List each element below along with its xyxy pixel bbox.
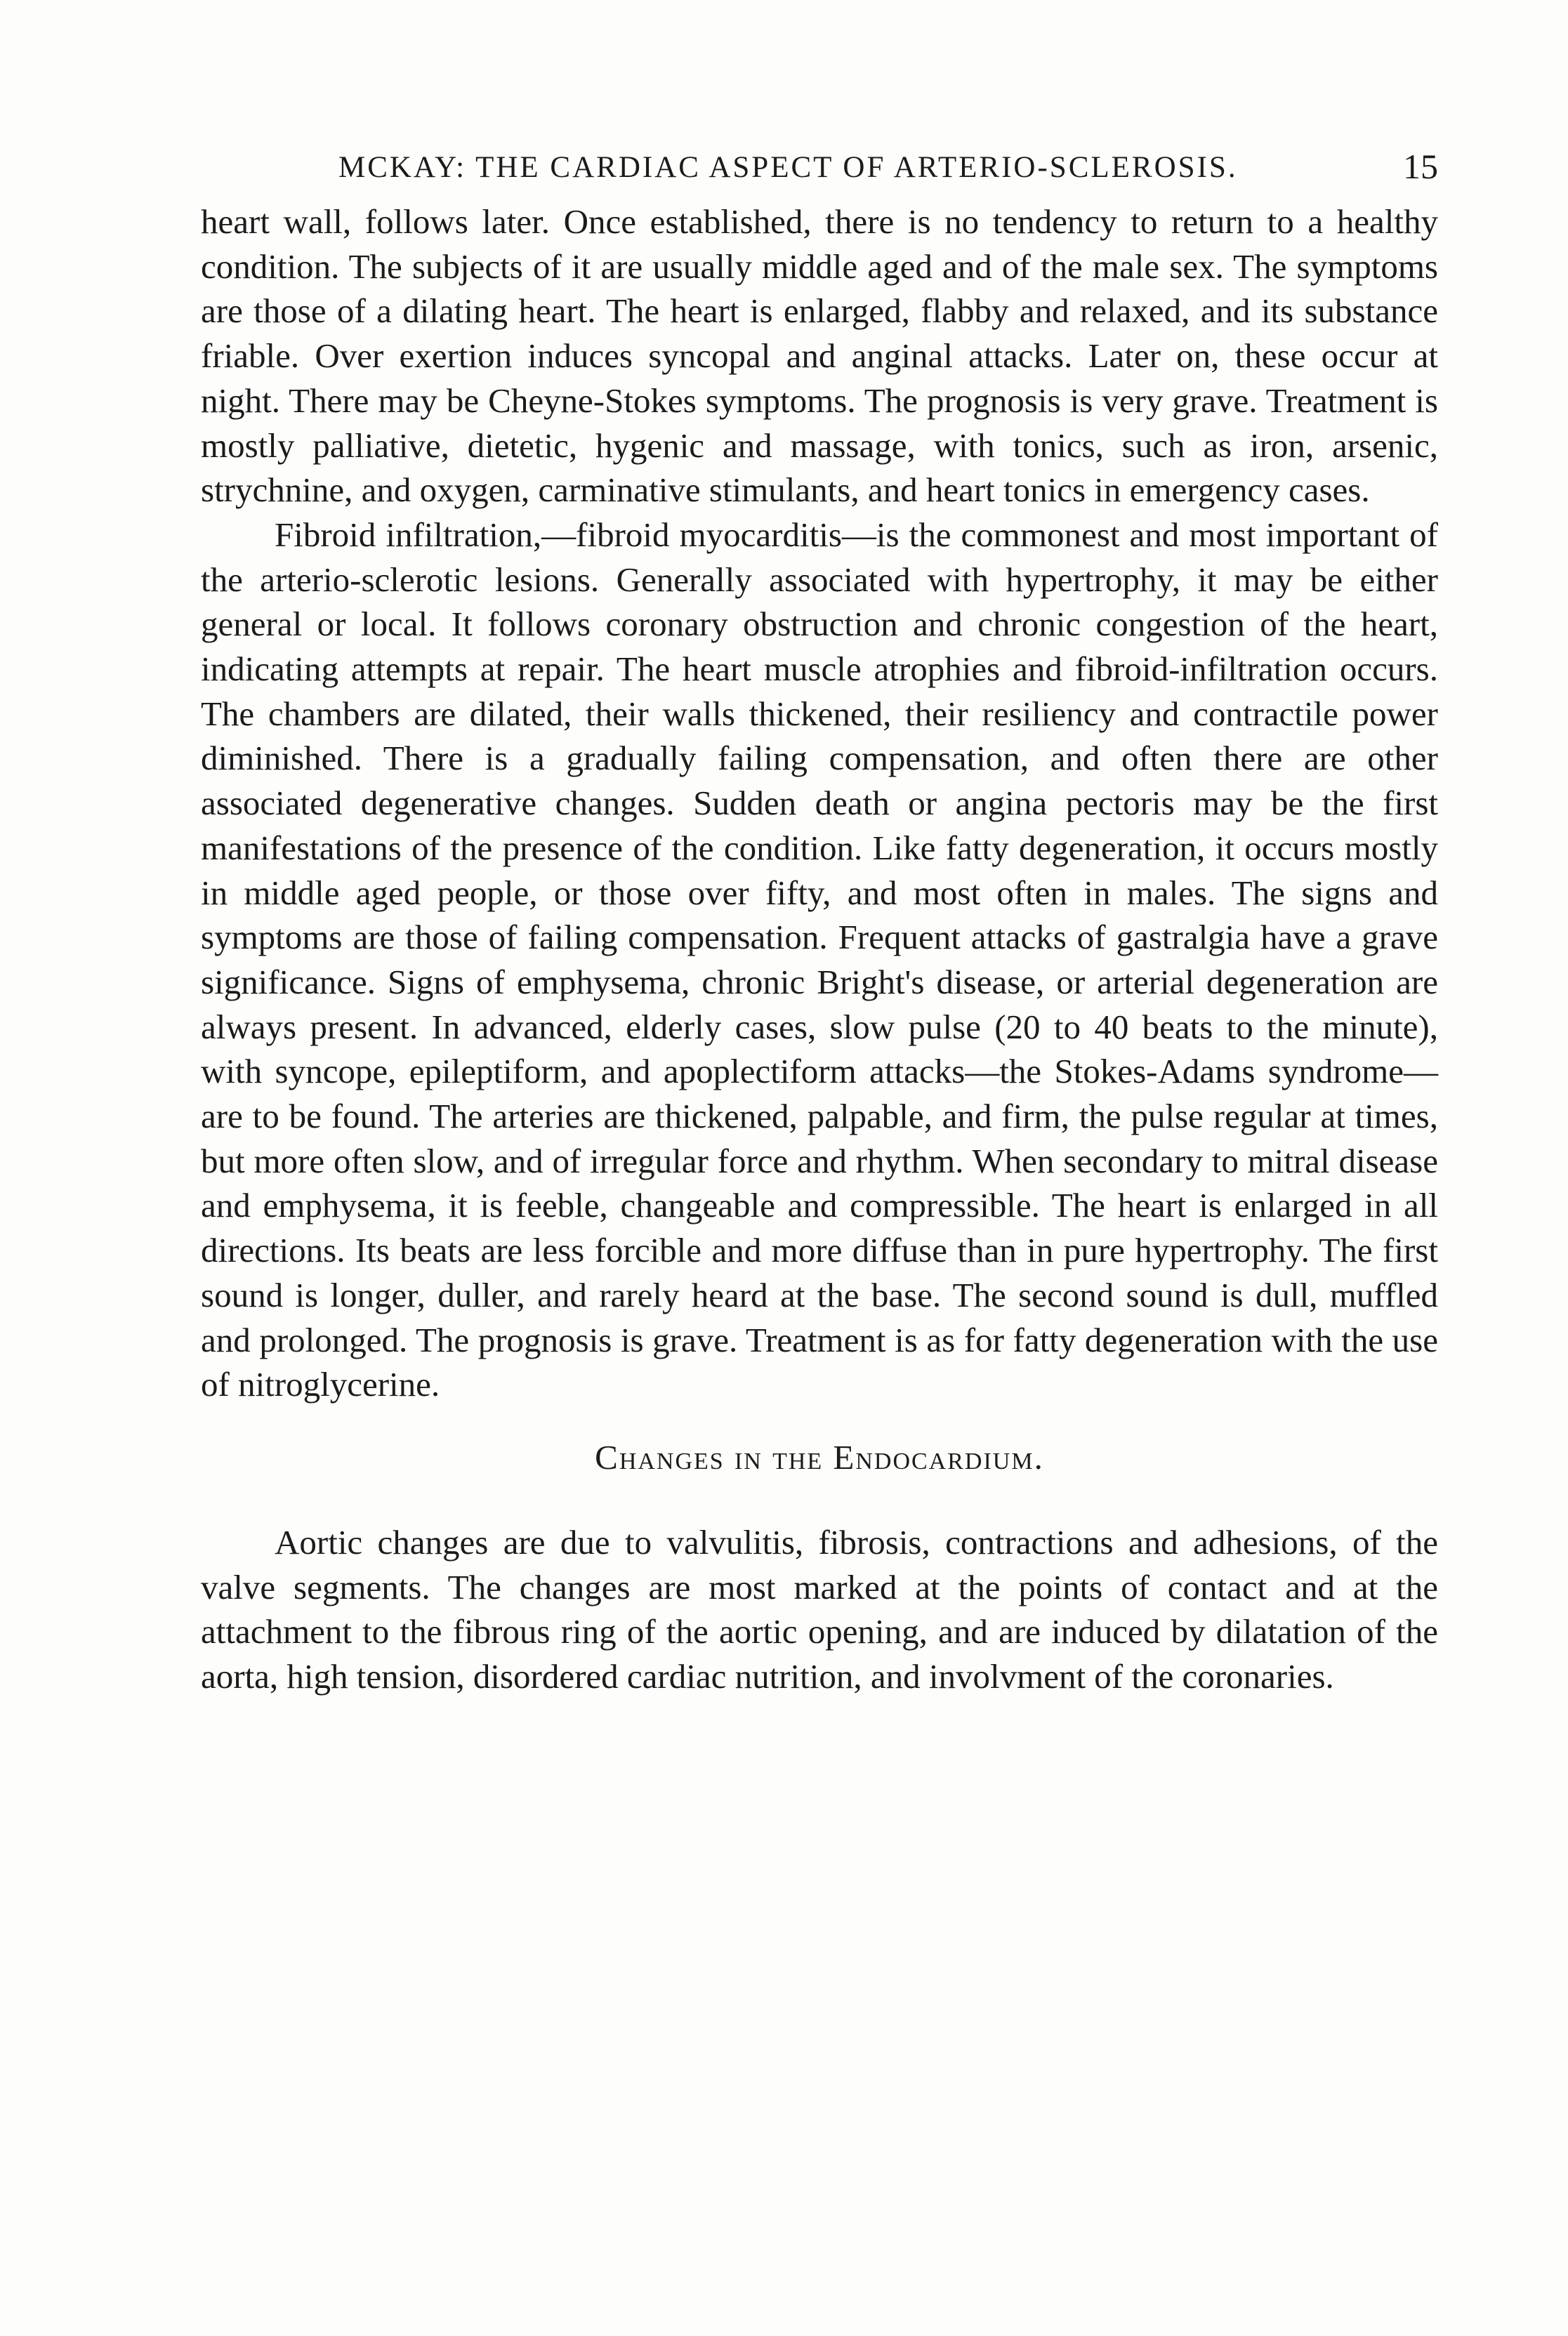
running-title: MCKAY: THE CARDIAC ASPECT OF ARTERIO-SCLEROSIS. (338, 151, 1238, 184)
book-page (201, 147, 1438, 1699)
body-paragraph-fibroid: Fibroid infiltration,—fibroid myocarditis—is the commonest and most important of the arterio-sclerotic lesions. Generally associated with hypertrophy, it may be either general or local. It follows coronary obstruction and chronic congestion of the heart, indicating attempts at repair. The heart muscle atrophies and fibroid-infiltration occurs. The chambers are dilated, their walls thickened, their resiliency and contractile power diminished. There is a gradually failing compensation, and often there are other associated degenerative changes. Sudden death or angina pectoris may be the first manifestations of the presence of the condition. Like fatty degeneration, it occurs mostly in middle aged people, or those over fifty, and most often in males. The signs and symptoms are those of failing compensation. Frequent attacks of gastralgia have a grave significance. Signs of emphysema, chronic Bright's disease, or arterial degeneration are always present. In advanced, elderly cases, slow pulse (20 to 40 beats to the minute), with syncope, epileptiform, and apoplectiform attacks—the Stokes-Adams syndrome—are to be found. The arteries are thickened, palpable, and firm, the pulse regular at times, but more often slow, and of irregular force and rhythm. When secondary to mitral disease and emphysema, it is feeble, changeable and compressible. The heart is enlarged in all directions. Its beats are less forcible and more diffuse than in pure hypertrophy. The first sound is longer, duller, and rarely heard at the base. The second sound is dull, muffled and prolonged. The prognosis is grave. Treatment is as for fatty degeneration with the use of nitroglycerine. (201, 515, 1438, 1404)
body-paragraph-aortic: Aortic changes are due to valvulitis, fibrosis, contractions and adhesions, of the valve segments. The changes are most marked at the points of contact and at the attachment to the fibrous ring of the aortic opening, and are induced by dilatation of the aorta, high tension, disordered cardiac nutrition, and involvment of the coronaries. (201, 1522, 1438, 1696)
page-number: 15 (1403, 147, 1438, 186)
section-heading: Changes in the Endocardium. (595, 1437, 1044, 1477)
running-head (201, 147, 1438, 199)
body-paragraph-continued: heart wall, follows later. Once established, there is no tendency to return to a healthy condition. The subjects of it are usually middle aged and of the male sex. The symptoms are those of a dilating heart. The heart is enlarged, flabby and relaxed, and its substance friable. Over exertion induces syncopal and anginal attacks. Later on, these occur at night. There may be Cheyne-Stokes symptoms. The prognosis is very grave. Treatment is mostly palliative, dietetic, hygenic and massage, with tonics, such as iron, arsenic, strychnine, and oxygen, carminative stimulants, and heart tonics in emergency cases. (201, 202, 1438, 510)
